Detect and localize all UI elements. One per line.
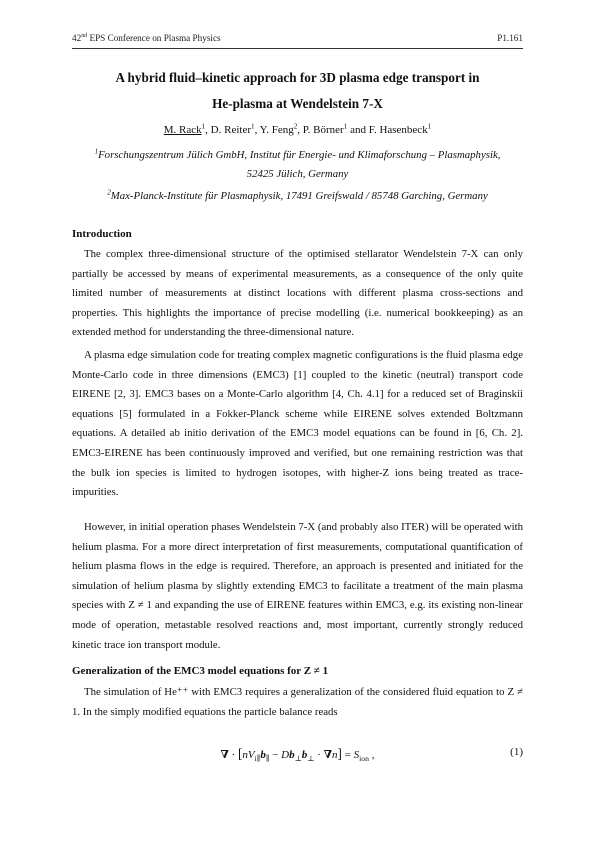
header-rule bbox=[72, 48, 523, 49]
intro-paragraph-2: A plasma edge simulation code for treating complex magnetic configurations is the fluid plasma edge Monte-Carlo code in three dimensions (EMC3) [1] coupled to the kinetic (neutral) transport code EIRENE [2, 3]. EMC3 bases on a Monte-Carlo algorithm [4, Ch. 4.1] for a reduced set of Braginskii equations [5] formulated in a Fokker-Planck scheme while EIRENE solves extended Boltzmann equations. A detailed ab initio derivation of the EMC3 model equations can be found in [6, Ch. 2]. EMC3-EIRENE has been continuously improved and verified, but one remaining restriction was that the bulk ion species is limited to hydrogen isotopes, with higher-Z ions being treated as trace-impurities. bbox=[72, 349, 523, 499]
author-list: M. Rack$^1$, D. Reiter$^1$, Y. Feng$^2$, P. Börner$^1$ and F. Hasenbeck$^1$ bbox=[163, 122, 432, 136]
running-header bbox=[72, 33, 523, 43]
author-name: P. Börner bbox=[302, 124, 344, 136]
intro-paragraph-1: The complex three-dimensional structure of the optimised stellarator Wendelstein 7-X can only partially be accessed by means of experimental measurements, as a consequence of the only quite limited number of measurements at distinct locations with different plasma cross-sections and properties. This highlights the importance of precise modelling (i.e. numerical bookkeeping) as an extended method for understanding the three-dimensional nature. bbox=[72, 248, 523, 339]
equation-number: (1) bbox=[510, 746, 523, 758]
generalization-paragraph-1: The simulation of He⁺⁺ with EMC3 requires a generalization of the considered fluid equation to Z ≠ 1. In the simply modified equations the particle balance reads bbox=[72, 686, 523, 718]
equation-body: ∇ · $[nV_{i\parallel}b_\parallel - Db_\perp b_\perp \cdot \nabla n] = S_{ion}$ , bbox=[220, 746, 375, 764]
section-heading-generalization: Generalization of the EMC3 model equations for Z ≠ 1 bbox=[72, 665, 329, 677]
paper-title-line-2: He-plasma at Wendelstein 7-X bbox=[212, 96, 383, 111]
paper-title-line-1: A hybrid fluid–kinetic approach for 3D plasma edge transport in bbox=[115, 70, 480, 85]
conference-name: 42nd EPS Conference on Plasma Physics bbox=[72, 32, 221, 43]
affiliation-1: $^1$Forschungszentrum Jülich GmbH, Institut für Energie- und Klimaforschung – Plasmaphysik, bbox=[94, 147, 501, 161]
author-name: D. Reiter bbox=[210, 124, 251, 136]
intro-paragraph-3: However, in initial operation phases Wendelstein 7-X (and probably also ITER) will be operated with helium plasma. For a more direct interpretation of first measurements, computational quantification of helium plasma flows in the edge is required. Therefore, an approach is presented and initiated for the simulation of helium plasma by slightly extending EMC3 to facilitate a treatment of the main plasma species with Z ≠ 1 and expanding the use of EIRENE features within EMC3, e.g. its existing non-linear mode of operation, metastable resolved reactions and, most important, currently strongly reduced kinetic trace ion transport module. bbox=[72, 521, 523, 651]
author-name: F. Hasenbeck bbox=[368, 124, 428, 136]
author-name: M. Rack bbox=[163, 124, 202, 136]
equation-1 bbox=[72, 746, 523, 768]
author-name: Y. Feng bbox=[259, 124, 294, 136]
section-heading-introduction: Introduction bbox=[72, 228, 132, 240]
paper-id: P1.161 bbox=[497, 33, 523, 43]
affiliation-2: $^2$Max-Planck-Institute für Plasmaphysik, 17491 Greifswald / 85748 Garching, Germany bbox=[107, 188, 488, 202]
affiliation-1-address: 52425 Jülich, Germany bbox=[246, 168, 349, 180]
